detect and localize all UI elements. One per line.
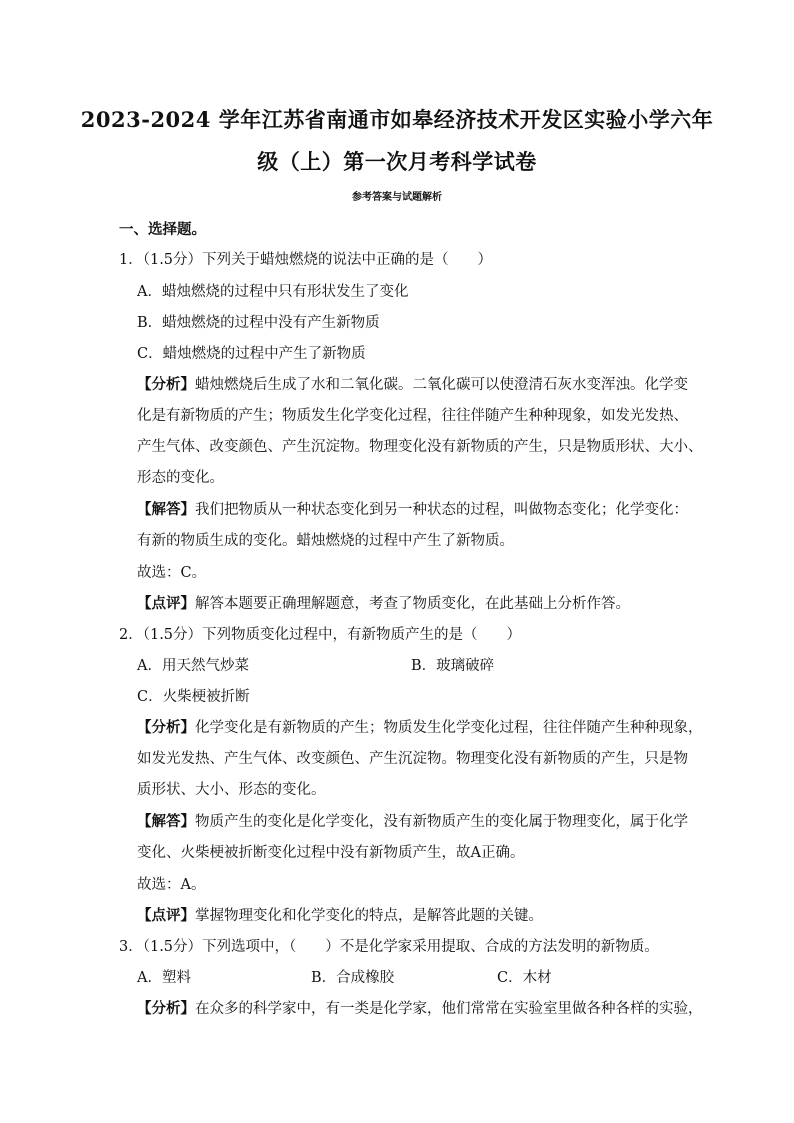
answer-tag: 【解答】 (137, 813, 195, 830)
q3-option-b: B．合成橡胶 (311, 970, 395, 986)
q1-choice: 故选：C。 (137, 565, 207, 581)
q1-analysis (137, 373, 688, 394)
q2-comment-text: 掌握物理变化和化学变化的特点，是解答此题的关键。 (195, 908, 543, 924)
q1-analysis-text-2: 化是有新物质的产生；物质发生化学变化过程，往往伴随产生种种现象，如发光发热、 (137, 408, 688, 424)
q1-answer-text-1: 我们把物质从一种状态变化到另一种状态的过程，叫做物态变化；化学变化： (195, 502, 688, 518)
q2-comment (137, 904, 543, 925)
q1-answer-text-2: 有新的物质生成的变化。蜡烛燃烧的过程中产生了新物质。 (137, 533, 514, 549)
q3-option-a: A．塑料 (137, 970, 191, 986)
q1-comment-text: 解答本题要正确理解题意，考查了物质变化，在此基础上分析作答。 (195, 596, 630, 612)
q2-option-c: C．火柴梗被折断 (137, 689, 250, 705)
document-title-line-2: 级（上）第一次月考科学试卷 (257, 149, 537, 174)
q2-answer-text-1: 物质产生的变化是化学变化，没有新物质产生的变化属于物理变化，属于化学 (195, 814, 688, 830)
analysis-tag: 【分析】 (137, 1000, 195, 1017)
q2-answer-text-2: 变化、火柴梗被折断变化过程中没有新物质产生，故A正确。 (137, 845, 525, 861)
q2-option-b: B．玻璃破碎 (411, 658, 495, 674)
q2-stem: 2．（1.5分）下列物质变化过程中，有新物质产生的是（ ） (119, 627, 522, 643)
q2-analysis-text-2: 如发光发热、产生气体、改变颜色、产生沉淀物。物理变化没有新物质的产生，只是物 (137, 751, 688, 767)
comment-tag: 【点评】 (137, 595, 195, 612)
q1-analysis-text-3: 产生气体、改变颜色、产生沉淀物。物理变化没有新物质的产生，只是物质形状、大小、 (137, 439, 703, 455)
q2-choice: 故选：A。 (137, 877, 206, 893)
q2-analysis-text-3: 质形状、大小、形态的变化。 (137, 782, 326, 798)
q1-comment (137, 592, 630, 613)
analysis-tag: 【分析】 (137, 719, 195, 736)
q1-option-a: A．蜡烛燃烧的过程中只有形状发生了变化 (137, 284, 409, 300)
q1-stem: 1．（1.5分）下列关于蜡烛燃烧的说法中正确的是（ ） (119, 252, 493, 268)
q3-stem: 3．（1.5分）下列选项中，（ ）不是化学家采用提取、合成的方法发明的新物质。 (119, 939, 659, 955)
q3-analysis-text-1: 在众多的科学家中，有一类是化学家，他们常常在实验室里做各种各样的实验， (195, 1001, 703, 1017)
section-heading: 一、选择题。 (119, 221, 206, 238)
q2-analysis (137, 716, 703, 737)
q3-analysis (137, 997, 703, 1018)
document-title-line-1: 2023-2024 学年江苏省南通市如皋经济技术开发区实验小学六年 (80, 107, 714, 132)
q2-analysis-text-1: 化学变化是有新物质的产生；物质发生化学变化过程，往往伴随产生种种现象， (195, 720, 703, 736)
q1-option-c: C．蜡烛燃烧的过程中产生了新物质 (137, 346, 366, 362)
analysis-tag: 【分析】 (137, 376, 195, 393)
q1-analysis-text-4: 形态的变化。 (137, 470, 224, 486)
q1-analysis-text-1: 蜡烛燃烧后生成了水和二氧化碳。二氧化碳可以使澄清石灰水变浑浊。化学变 (195, 377, 688, 393)
q1-answer (137, 498, 688, 519)
q2-option-a: A．用天然气炒菜 (137, 658, 249, 674)
q2-answer (137, 810, 688, 831)
q3-option-c: C．木材 (497, 970, 552, 986)
answer-tag: 【解答】 (137, 501, 195, 518)
document-subtitle: 参考答案与试题解析 (352, 192, 442, 203)
q1-option-b: B．蜡烛燃烧的过程中没有产生新物质 (137, 315, 380, 331)
comment-tag: 【点评】 (137, 907, 195, 924)
